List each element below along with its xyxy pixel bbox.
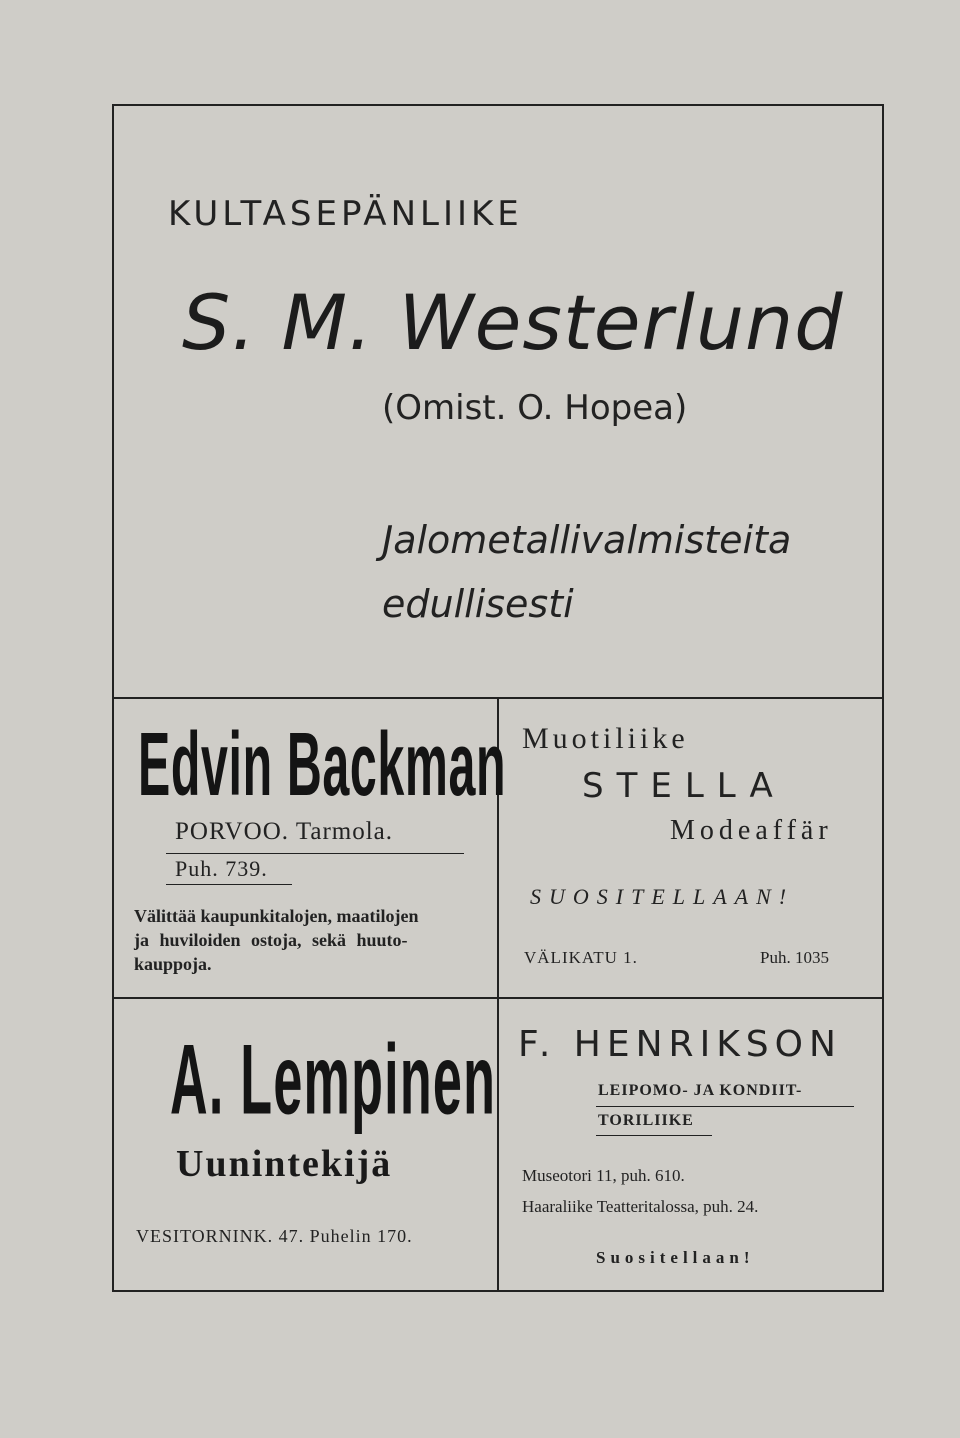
lempinen-trade: Uunintekijä bbox=[176, 1143, 393, 1185]
lempinen-address: VESITORNINK. 47. Puhelin 170. bbox=[136, 1226, 413, 1246]
henrikson-address2: Haaraliike Teatteritalossa, puh. 24. bbox=[522, 1197, 759, 1216]
westerlund-owner: (Omist. O. Hopea) bbox=[382, 388, 688, 428]
backman-desc-line3: kauppoja. bbox=[134, 954, 212, 974]
westerlund-slogan-line2: edullisesti bbox=[382, 582, 574, 626]
lempinen-name: A. Lempinen bbox=[170, 1023, 497, 1135]
backman-name: Edvin Backman bbox=[138, 713, 507, 815]
backman-desc-line2: ja huviloiden ostoja, sekä huuto- bbox=[134, 930, 408, 950]
henrikson-name: F. HENRIKSON bbox=[518, 1024, 842, 1065]
stella-kicker: Muotiliike bbox=[522, 722, 689, 755]
henrikson-address1: Museotori 11, puh. 610. bbox=[522, 1166, 685, 1185]
backman-phone: Puh. 739. bbox=[175, 856, 268, 881]
westerlund-kicker: KULTASEPÄNLIIKE bbox=[168, 194, 523, 234]
stella-subtitle: Modeaffär bbox=[670, 815, 833, 846]
backman-desc-line1: Välittää kaupunkitalojen, maatilojen bbox=[134, 906, 419, 926]
henrikson-underline-1 bbox=[596, 1106, 854, 1107]
stella-phone: Puh. 1035 bbox=[760, 948, 829, 967]
stella-slogan: SUOSITELLAAN! bbox=[530, 884, 795, 909]
westerlund-slogan-line1: Jalometallivalmisteita bbox=[382, 518, 792, 562]
henrikson-trade-line1: LEIPOMO- JA KONDIIT- bbox=[598, 1082, 803, 1099]
henrikson-slogan: Suositellaan! bbox=[596, 1248, 755, 1267]
backman-underline-2 bbox=[166, 884, 292, 885]
westerlund-name: S. M. Westerlund bbox=[182, 278, 844, 367]
backman-underline-1 bbox=[166, 853, 464, 854]
henrikson-underline-2 bbox=[596, 1135, 712, 1136]
stella-address: VÄLIKATU 1. bbox=[524, 948, 638, 967]
henrikson-trade-line2: TORILIIKE bbox=[598, 1112, 694, 1129]
backman-address: PORVOO. Tarmola. bbox=[175, 818, 394, 845]
stella-name: STELLA bbox=[582, 766, 786, 806]
